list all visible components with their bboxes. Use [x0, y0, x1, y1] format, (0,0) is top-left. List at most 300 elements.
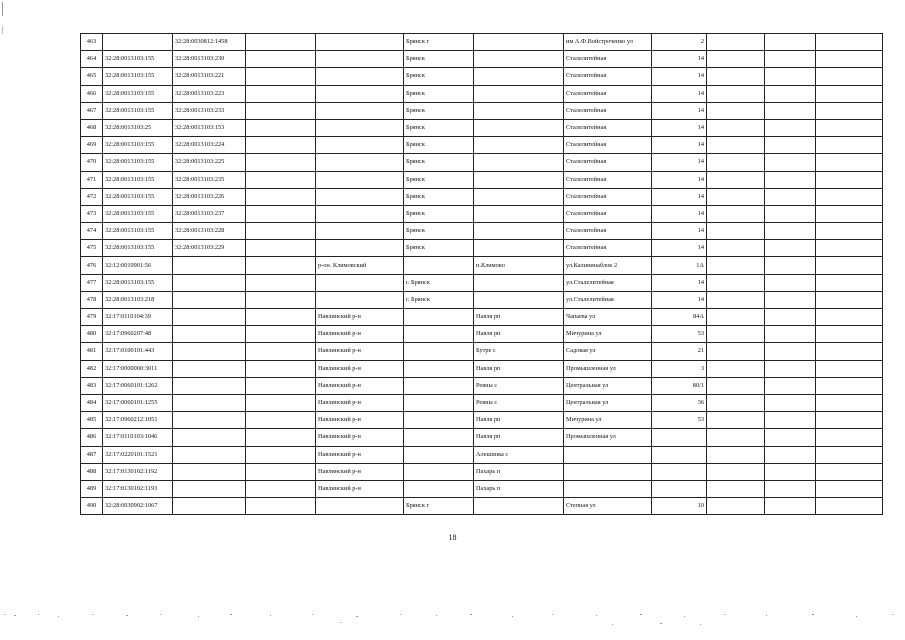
table-cell: Брянск г [404, 498, 474, 515]
table-cell: 32:28:0013103:155 [103, 68, 173, 85]
table-cell [707, 205, 765, 222]
table-cell [173, 446, 246, 463]
table-cell: Навлинский р-н [316, 343, 404, 360]
table-cell [404, 429, 474, 446]
table-cell: 470 [81, 154, 103, 171]
table-cell [474, 154, 564, 171]
table-cell: Навлинский р-н [316, 377, 404, 394]
table-cell [707, 394, 765, 411]
table-cell [707, 34, 765, 51]
table-cell: Брянск [404, 51, 474, 68]
table-cell: Навля рп [474, 360, 564, 377]
table-cell [707, 377, 765, 394]
table-cell: Промышленная ул [564, 429, 652, 446]
table-cell [246, 394, 316, 411]
table-cell [816, 102, 883, 119]
table-row [81, 291, 883, 308]
table-cell [765, 429, 816, 446]
table-cell: 468 [81, 119, 103, 136]
table-cell [816, 394, 883, 411]
table-row [81, 309, 883, 326]
table-cell [765, 498, 816, 515]
scan-edge-mark [2, 2, 3, 16]
table-cell: Навлинский р-н [316, 412, 404, 429]
table-cell: г. Брянск [404, 274, 474, 291]
table-cell [316, 205, 404, 222]
table-cell [173, 274, 246, 291]
table-cell: 32:28:0013103:155 [103, 137, 173, 154]
table-cell [816, 257, 883, 274]
table-cell: 32:28:0013103:155 [103, 188, 173, 205]
table-cell [765, 34, 816, 51]
table-cell: Сталелитейная [564, 205, 652, 222]
table-cell: 32:28:0013103:155 [103, 240, 173, 257]
table-cell: 32:28:0013103:228 [173, 223, 246, 240]
table-cell: г. Брянск [404, 291, 474, 308]
table-cell [707, 309, 765, 326]
table-cell [816, 137, 883, 154]
table-cell [173, 291, 246, 308]
table-cell: 32:17:0110104:39 [103, 309, 173, 326]
table-cell: 32:28:0013103:155 [103, 205, 173, 222]
table-cell [246, 377, 316, 394]
table-cell [707, 498, 765, 515]
table-cell: Сталелитейная [564, 137, 652, 154]
table-cell [707, 102, 765, 119]
table-cell: 32:28:0013103:155 [103, 51, 173, 68]
table-cell [816, 446, 883, 463]
table-cell: 14 [652, 274, 707, 291]
table-cell [765, 102, 816, 119]
table-cell [246, 429, 316, 446]
table-cell [316, 223, 404, 240]
table-cell: 10 [652, 498, 707, 515]
table-cell [246, 137, 316, 154]
table-cell [474, 34, 564, 51]
table-cell [173, 394, 246, 411]
table-cell [564, 446, 652, 463]
table-cell: 32:28:0013103:226 [173, 188, 246, 205]
table-cell [707, 171, 765, 188]
table-row [81, 446, 883, 463]
table-cell: Сталелитейная [564, 68, 652, 85]
table-cell [765, 68, 816, 85]
table-cell [652, 446, 707, 463]
table-cell: 483 [81, 377, 103, 394]
table-cell [246, 274, 316, 291]
table-cell [816, 171, 883, 188]
table-cell [246, 223, 316, 240]
table-row [81, 154, 883, 171]
table-cell: 21 [652, 343, 707, 360]
table-cell: 479 [81, 309, 103, 326]
table-cell [816, 188, 883, 205]
table-row [81, 188, 883, 205]
table-row [81, 429, 883, 446]
table-cell: 32:28:0013103:221 [173, 68, 246, 85]
table-cell: 32:28:0013103:225 [173, 154, 246, 171]
page-number: 18 [448, 533, 457, 542]
table-cell: Сталелитейная [564, 223, 652, 240]
table-cell: 488 [81, 463, 103, 480]
table-cell [173, 463, 246, 480]
table-cell [707, 119, 765, 136]
table-cell: п.Климово [474, 257, 564, 274]
table-cell [404, 360, 474, 377]
table-cell [707, 51, 765, 68]
table-cell: 475 [81, 240, 103, 257]
table-cell: 465 [81, 68, 103, 85]
table-cell: Брянск [404, 119, 474, 136]
table-cell [316, 102, 404, 119]
table-cell [474, 68, 564, 85]
table-row [81, 412, 883, 429]
table-cell [816, 240, 883, 257]
table-cell [474, 291, 564, 308]
table-cell: 32:28:0030812:1458 [173, 34, 246, 51]
table-row [81, 377, 883, 394]
table-cell: Навля рп [474, 412, 564, 429]
table-cell: 476 [81, 257, 103, 274]
table-cell [246, 85, 316, 102]
table-cell: Навлинский р-н [316, 480, 404, 497]
table-cell [246, 446, 316, 463]
table-row [81, 223, 883, 240]
scan-noise-strip [0, 612, 905, 636]
table-cell [707, 326, 765, 343]
table-cell: Пахарь п [474, 480, 564, 497]
table-cell [246, 463, 316, 480]
table-cell [816, 463, 883, 480]
table-cell [316, 240, 404, 257]
table-cell [765, 343, 816, 360]
table-cell [173, 377, 246, 394]
table-cell [474, 274, 564, 291]
table-cell: 32:28:0013103:237 [173, 205, 246, 222]
table-cell [173, 360, 246, 377]
table-cell [765, 274, 816, 291]
table-cell [707, 137, 765, 154]
table-cell [816, 205, 883, 222]
table-cell [765, 154, 816, 171]
table-cell [474, 51, 564, 68]
table-cell [765, 240, 816, 257]
table-cell: 472 [81, 188, 103, 205]
table-cell [707, 446, 765, 463]
table-cell [474, 119, 564, 136]
table-cell: 84А [652, 309, 707, 326]
table-cell [474, 223, 564, 240]
table-cell [707, 480, 765, 497]
table-cell: Центральная ул [564, 377, 652, 394]
table-cell [652, 480, 707, 497]
table-cell: ул.Сталелитейная [564, 291, 652, 308]
table-body [81, 34, 883, 515]
table-cell [474, 85, 564, 102]
table-cell: 14 [652, 119, 707, 136]
table-cell [564, 480, 652, 497]
table-cell: Брянск [404, 137, 474, 154]
table-cell [707, 257, 765, 274]
registry-table [80, 33, 883, 515]
table-cell [765, 394, 816, 411]
table-cell [816, 429, 883, 446]
table-cell: Навля рп [474, 326, 564, 343]
table-cell [816, 498, 883, 515]
table-cell [173, 326, 246, 343]
table-cell: 32:17:0110103:1046 [103, 429, 173, 446]
table-cell [316, 154, 404, 171]
table-row [81, 257, 883, 274]
table-cell: 14 [652, 223, 707, 240]
table-cell: 466 [81, 85, 103, 102]
table-cell: Бутре с [474, 343, 564, 360]
table-cell: 473 [81, 205, 103, 222]
table-row [81, 102, 883, 119]
table-cell: Навлинский р-н [316, 394, 404, 411]
table-cell [765, 257, 816, 274]
table-cell [404, 326, 474, 343]
table-row [81, 240, 883, 257]
table-cell [246, 154, 316, 171]
table-cell [765, 446, 816, 463]
table-cell: Степная ул [564, 498, 652, 515]
table-cell [246, 188, 316, 205]
table-cell [816, 85, 883, 102]
table-cell [707, 68, 765, 85]
table-row [81, 68, 883, 85]
table-cell: 481 [81, 343, 103, 360]
table-cell [765, 205, 816, 222]
table-cell [652, 429, 707, 446]
table-row [81, 326, 883, 343]
table-cell: 32:28:0013103:229 [173, 240, 246, 257]
table-cell: Брянск [404, 223, 474, 240]
table-cell [765, 463, 816, 480]
table-cell [246, 68, 316, 85]
table-cell: 32:28:0013103:155 [103, 274, 173, 291]
table-cell: 80/1 [652, 377, 707, 394]
table-cell: Центральная ул [564, 394, 652, 411]
table-cell: Навлинский р-н [316, 463, 404, 480]
table-cell: 477 [81, 274, 103, 291]
table-cell: 14 [652, 137, 707, 154]
table-cell [765, 223, 816, 240]
table-cell: Брянск [404, 240, 474, 257]
table-cell: 14 [652, 205, 707, 222]
table-cell: Сталелитейная [564, 85, 652, 102]
table-cell: 486 [81, 429, 103, 446]
table-cell [316, 274, 404, 291]
table-cell: ул.Сталелитейная [564, 274, 652, 291]
table-cell [816, 309, 883, 326]
table-cell: Промышленная ул [564, 360, 652, 377]
table-cell: 14 [652, 154, 707, 171]
table-cell: 14 [652, 102, 707, 119]
table-cell: Навлинский р-н [316, 446, 404, 463]
table-cell [246, 171, 316, 188]
table-cell: 14 [652, 188, 707, 205]
table-cell [816, 154, 883, 171]
table-cell [816, 51, 883, 68]
table-cell [404, 446, 474, 463]
table-cell: 464 [81, 51, 103, 68]
table-cell: Навлинский р-н [316, 429, 404, 446]
table-cell: 14 [652, 291, 707, 308]
table-row [81, 205, 883, 222]
table-cell: 471 [81, 171, 103, 188]
table-cell: Сталелитейная [564, 119, 652, 136]
table-cell [474, 102, 564, 119]
table-cell [765, 171, 816, 188]
table-cell: Брянск [404, 102, 474, 119]
table-cell: 32:28:0013103:233 [173, 102, 246, 119]
table-cell [652, 463, 707, 480]
table-cell: 32:17:0960207:48 [103, 326, 173, 343]
table-cell [173, 480, 246, 497]
table-cell: 32:28:0013103:230 [173, 51, 246, 68]
table-cell [707, 154, 765, 171]
table-cell [246, 291, 316, 308]
table-cell [316, 498, 404, 515]
table-cell [404, 309, 474, 326]
table-cell: 32:17:0130102:1193 [103, 480, 173, 497]
table-cell [404, 377, 474, 394]
table-cell: Садовая ул [564, 343, 652, 360]
table-cell [816, 291, 883, 308]
table-cell: 3 [652, 360, 707, 377]
table-cell: 474 [81, 223, 103, 240]
table-cell: 53 [652, 412, 707, 429]
table-cell: Брянск г [404, 34, 474, 51]
table-cell [246, 309, 316, 326]
table-cell [816, 326, 883, 343]
table-cell: 2 [652, 34, 707, 51]
table-cell [765, 309, 816, 326]
table-cell: 32:28:0013103:224 [173, 137, 246, 154]
table-cell: 14 [652, 240, 707, 257]
table-cell: Ревны с [474, 394, 564, 411]
table-cell [246, 240, 316, 257]
table-cell: 1А [652, 257, 707, 274]
table-cell [707, 291, 765, 308]
table-cell: Навля рп [474, 309, 564, 326]
table-cell: 32:28:0030902:1067 [103, 498, 173, 515]
table-cell: Мичурина ул [564, 326, 652, 343]
table-cell [707, 360, 765, 377]
table-cell: 32:17:0000000:3011 [103, 360, 173, 377]
table-cell [173, 343, 246, 360]
table-cell [316, 291, 404, 308]
table-cell: 478 [81, 291, 103, 308]
table-cell: 32:28:0013103:25 [103, 119, 173, 136]
table-cell: 32:28:0013103:155 [103, 171, 173, 188]
table-cell: Сталелитейная [564, 240, 652, 257]
table-cell: Пахарь п [474, 463, 564, 480]
table-cell [404, 394, 474, 411]
table-cell [246, 360, 316, 377]
table-cell: им А.Ф.Войстроченко ул [564, 34, 652, 51]
table-cell [816, 68, 883, 85]
table-cell [246, 51, 316, 68]
table-cell: Брянск [404, 188, 474, 205]
table-cell [246, 119, 316, 136]
table-cell [816, 377, 883, 394]
table-cell: 36 [652, 394, 707, 411]
scan-edge-mark [2, 26, 3, 34]
table-cell: 32:17:0060101:1262 [103, 377, 173, 394]
table-cell: 53 [652, 326, 707, 343]
table-cell [404, 343, 474, 360]
table-cell: 14 [652, 171, 707, 188]
table-cell: 482 [81, 360, 103, 377]
table-row [81, 137, 883, 154]
table-cell [564, 463, 652, 480]
table-cell [404, 412, 474, 429]
table-cell: ул.Калининаблок 2 [564, 257, 652, 274]
table-cell: 32:17:0060101:1255 [103, 394, 173, 411]
table-cell [246, 257, 316, 274]
table-cell: 32:28:0013103:218 [103, 291, 173, 308]
table-cell [404, 257, 474, 274]
table-cell [173, 498, 246, 515]
table-cell: 32:28:0013103:155 [103, 154, 173, 171]
table-cell: Брянск [404, 154, 474, 171]
table-cell: 32:17:0130102:1192 [103, 463, 173, 480]
table-cell [246, 34, 316, 51]
table-row [81, 34, 883, 51]
table-cell [316, 34, 404, 51]
table-cell [474, 137, 564, 154]
table-cell: 32:28:0013103:155 [103, 85, 173, 102]
table-cell [474, 498, 564, 515]
table-cell: Навлинский р-н [316, 326, 404, 343]
table-cell: 487 [81, 446, 103, 463]
table-cell [103, 34, 173, 51]
table-cell: 467 [81, 102, 103, 119]
table-cell [316, 119, 404, 136]
table-cell [765, 291, 816, 308]
table-cell [246, 412, 316, 429]
table-cell [707, 463, 765, 480]
table-cell [816, 223, 883, 240]
table-cell: 485 [81, 412, 103, 429]
table-cell [316, 137, 404, 154]
table-cell: Мичурина ул [564, 412, 652, 429]
table-cell [707, 240, 765, 257]
table-cell [765, 51, 816, 68]
table-cell [765, 360, 816, 377]
table-row [81, 274, 883, 291]
table-row [81, 171, 883, 188]
table-cell: Брянск [404, 171, 474, 188]
table-cell: Сталелитейная [564, 171, 652, 188]
table-cell [173, 309, 246, 326]
table-cell: Сталелитейная [564, 188, 652, 205]
table-cell: Навлинский р-н [316, 309, 404, 326]
table-cell: Ревны с [474, 377, 564, 394]
table-cell: Брянск [404, 205, 474, 222]
table-cell: 32:17:0100101:443 [103, 343, 173, 360]
table-cell [404, 480, 474, 497]
table-cell [816, 343, 883, 360]
table-cell: 463 [81, 34, 103, 51]
table-cell [246, 343, 316, 360]
table-cell: Навлинский р-н [316, 360, 404, 377]
table-cell [816, 412, 883, 429]
table-cell [765, 188, 816, 205]
table-cell: Алешинка с [474, 446, 564, 463]
